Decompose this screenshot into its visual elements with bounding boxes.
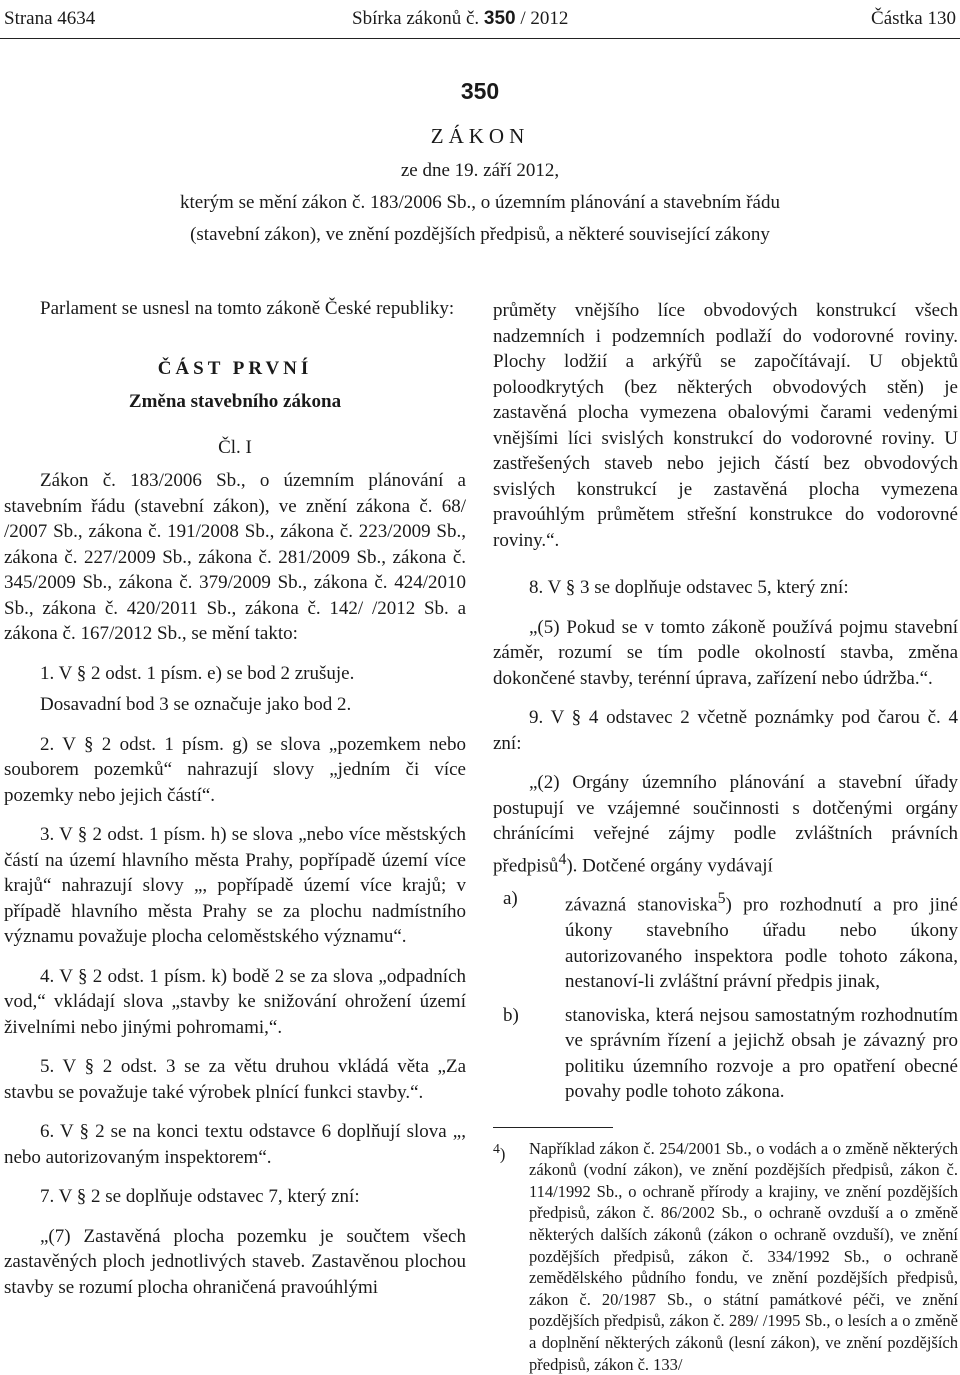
point-9-quote-a: „(2) Orgány územního plánování a stavební úřady postupují ve vzájemné součinnosti s dotčenými orgány chránícími veřejné zájmy podle zvláštních právních předpisů [493, 772, 958, 876]
point-5: 5. V § 2 odst. 3 se za větu druhou vkládá věta „Za stavbu se považuje také výrobek plnící funkci stavby.“. [4, 1056, 466, 1103]
point-1: 1. V § 2 odst. 1 písm. e) se bod 2 zrušuje. [40, 662, 355, 684]
law-kind: ZÁKON [430, 124, 530, 148]
list-label-b: b) [503, 1004, 519, 1026]
right-column [493, 298, 958, 1375]
law-title-line2: (stavební zákon), ve znění pozdějších předpisů, a některé související zákony [190, 224, 770, 245]
list-item-a [493, 886, 958, 994]
law-number: 350 [460, 78, 500, 104]
list-text-b: stanoviska, která nejsou samostatným rozhodnutím ve správním řízení a jejichž obsah je závazný pro politiku územního rozvoje a pro opatření obecné povahy podle tohoto zákona. [565, 1004, 958, 1103]
law-title-line1: kterým se mění zákon č. 183/2006 Sb., o územním plánování a stavebním řádu [180, 192, 780, 213]
header-rule [0, 38, 960, 39]
point-8: 8. V § 3 se doplňuje odstavec 5, který zní: [529, 577, 849, 598]
point-9-quote [493, 770, 958, 878]
point-9: 9. V § 4 odstavec 2 včetně poznámky pod čarou č. 4 zní: [493, 707, 958, 754]
issue-part: Částka 130 [871, 8, 956, 29]
point-6: 6. V § 2 se na konci textu odstavce 6 doplňují slova „, nebo autorizovaným inspektorem“. [4, 1121, 466, 1168]
point-8-quote: „(5) Pokud se v tomto zákoně používá pojmu stavební záměr, rozumí se tím podle okolností stavba, změna dokončené stavby, terénní úprava, zařízení nebo údržba.“. [493, 616, 958, 689]
point-7: 7. V § 2 se doplňuje odstavec 7, který zní: [40, 1186, 360, 1207]
collection-prefix: Sbírka zákonů č. [352, 8, 480, 29]
preamble: Parlament se usnesl na tomto zákoně České republiky: [40, 298, 455, 319]
part-title: Změna stavebního zákona [128, 391, 342, 412]
footnote-ref-5: 5 [717, 890, 726, 908]
collection-year: / 2012 [520, 8, 569, 29]
point-2: 2. V § 2 odst. 1 písm. g) se slova „pozemkem nebo souborem pozemků“ nahrazují slovy „jedním či více pozemky nebo jejich částí“. [4, 733, 466, 806]
footnote-ref-4: 4 [558, 850, 567, 868]
article-heading: Čl. I [218, 436, 252, 458]
left-column [4, 296, 466, 1300]
point-4: 4. V § 2 odst. 1 písm. k) bodě 2 se za slova „odpadních vod,“ vkládají slova „stavby ke snižování ohrožení území živelními nebo jinými pohromami,“. [4, 965, 466, 1038]
point-3: 3. V § 2 odst. 1 písm. h) se slova „nebo více městských částí na území hlavního města Prahy, popřípadě území více krajů“ nahrazují slovy „, popřípadě území více krajů; v případě hlavního města Prahy se za plochu nadmístního významu považuje plocha celoměstského významu“. [4, 824, 466, 947]
point-7-quote-continued: průměty vnějšího líce obvodových konstrukcí všech nadzemních i podzemních podlaží do vodorovné roviny. Plochy lodžií a arkýřů se započítávají. U objektů poloodkrytých (bez některých obvodových stěn) je zastavěná plocha vymezena obalovými čarami vedenými vnějšími líci svislých konstrukcí do vodorovné roviny. U zastřešených staveb nebo jejich částí bez obvodových svislých konstrukcí je zastavěná plocha vymezena pravoúhlým průmětem střešní konstrukce do vodorovné roviny.“. [493, 300, 958, 551]
footnote-rule [493, 1127, 613, 1128]
footnote-text: Například zákon č. 254/2001 Sb., o vodách a o změně některých zákonů (vodní zákon), ve znění pozdějších předpisů, zákon č. 114/1992 Sb., o ochraně přírody a krajiny, ve znění pozdějších předpisů, zákon č. 86/2002 Sb., o ochraně ovzduší a o změně některých dalších zákonů (zákon o ochraně ovzduší), ve znění pozdějších předpisů, zákon č. 334/1992 Sb., o ochraně zemědělského půdního fondu, ve znění pozdějších předpisů, zákon č. 20/1987 Sb., o státní památkové péči, ve znění pozdějších předpisů, zákon č. 289/ /1995 Sb., o lesích a o změně a doplnění některých zákonů (lesní zákon), ve znění pozdějších předpisů, zákon č. 133/ [529, 1138, 958, 1374]
collection-label [352, 8, 568, 30]
footnote-4 [493, 1138, 958, 1375]
page-number: Strana 4634 [4, 8, 96, 29]
collection-number: 350 [483, 8, 516, 29]
list-text-a-post: ) pro rozhodnutí a pro jiné úkony stavebního úřadu nebo úkony autorizovaného inspektora podle tohoto zákona, nestanoví-li zvláštní právní předpis jinak, [565, 894, 958, 993]
list-label-a: a) [503, 888, 518, 910]
point-9-quote-b: ). Dotčené orgány vydávají [566, 854, 773, 876]
list-text-a [565, 886, 958, 994]
law-date: ze dne 19. září 2012, [400, 160, 560, 181]
list-text-a-pre: závazná stanoviska [565, 894, 718, 916]
footnote-mark: $^4$) [493, 1140, 506, 1164]
list-item-b [493, 1003, 958, 1105]
point-7-quote: „(7) Zastavěná plocha pozemku je součtem všech zastavěných ploch jednotlivých staveb. Zastavěnou plochou stavby se rozumí plocha ohraničená pravoúhlými [4, 1225, 466, 1298]
intro-paragraph: Zákon č. 183/2006 Sb., o územním plánování a stavebním řádu (stavební zákon), ve znění zákona č. 68/ /2007 Sb., zákona č. 191/2008 Sb., zákona č. 223/2009 Sb., zákona č. 227/2009 Sb., zákona č. 281/2009 Sb., zákona č. 345/2009 Sb., zákona č. 379/2009 Sb., zákona č. 424/2010 Sb., zákona č. 420/2011 Sb., zákona č. 142/ /2012 Sb. a zákona č. 167/2012 Sb., se mění takto: [4, 470, 466, 644]
footnote-mark-number: 4 [493, 1140, 500, 1156]
point-1-b: Dosavadní bod 3 se označuje jako bod 2. [40, 694, 352, 715]
part-heading: ČÁST PRVNÍ [157, 357, 313, 379]
